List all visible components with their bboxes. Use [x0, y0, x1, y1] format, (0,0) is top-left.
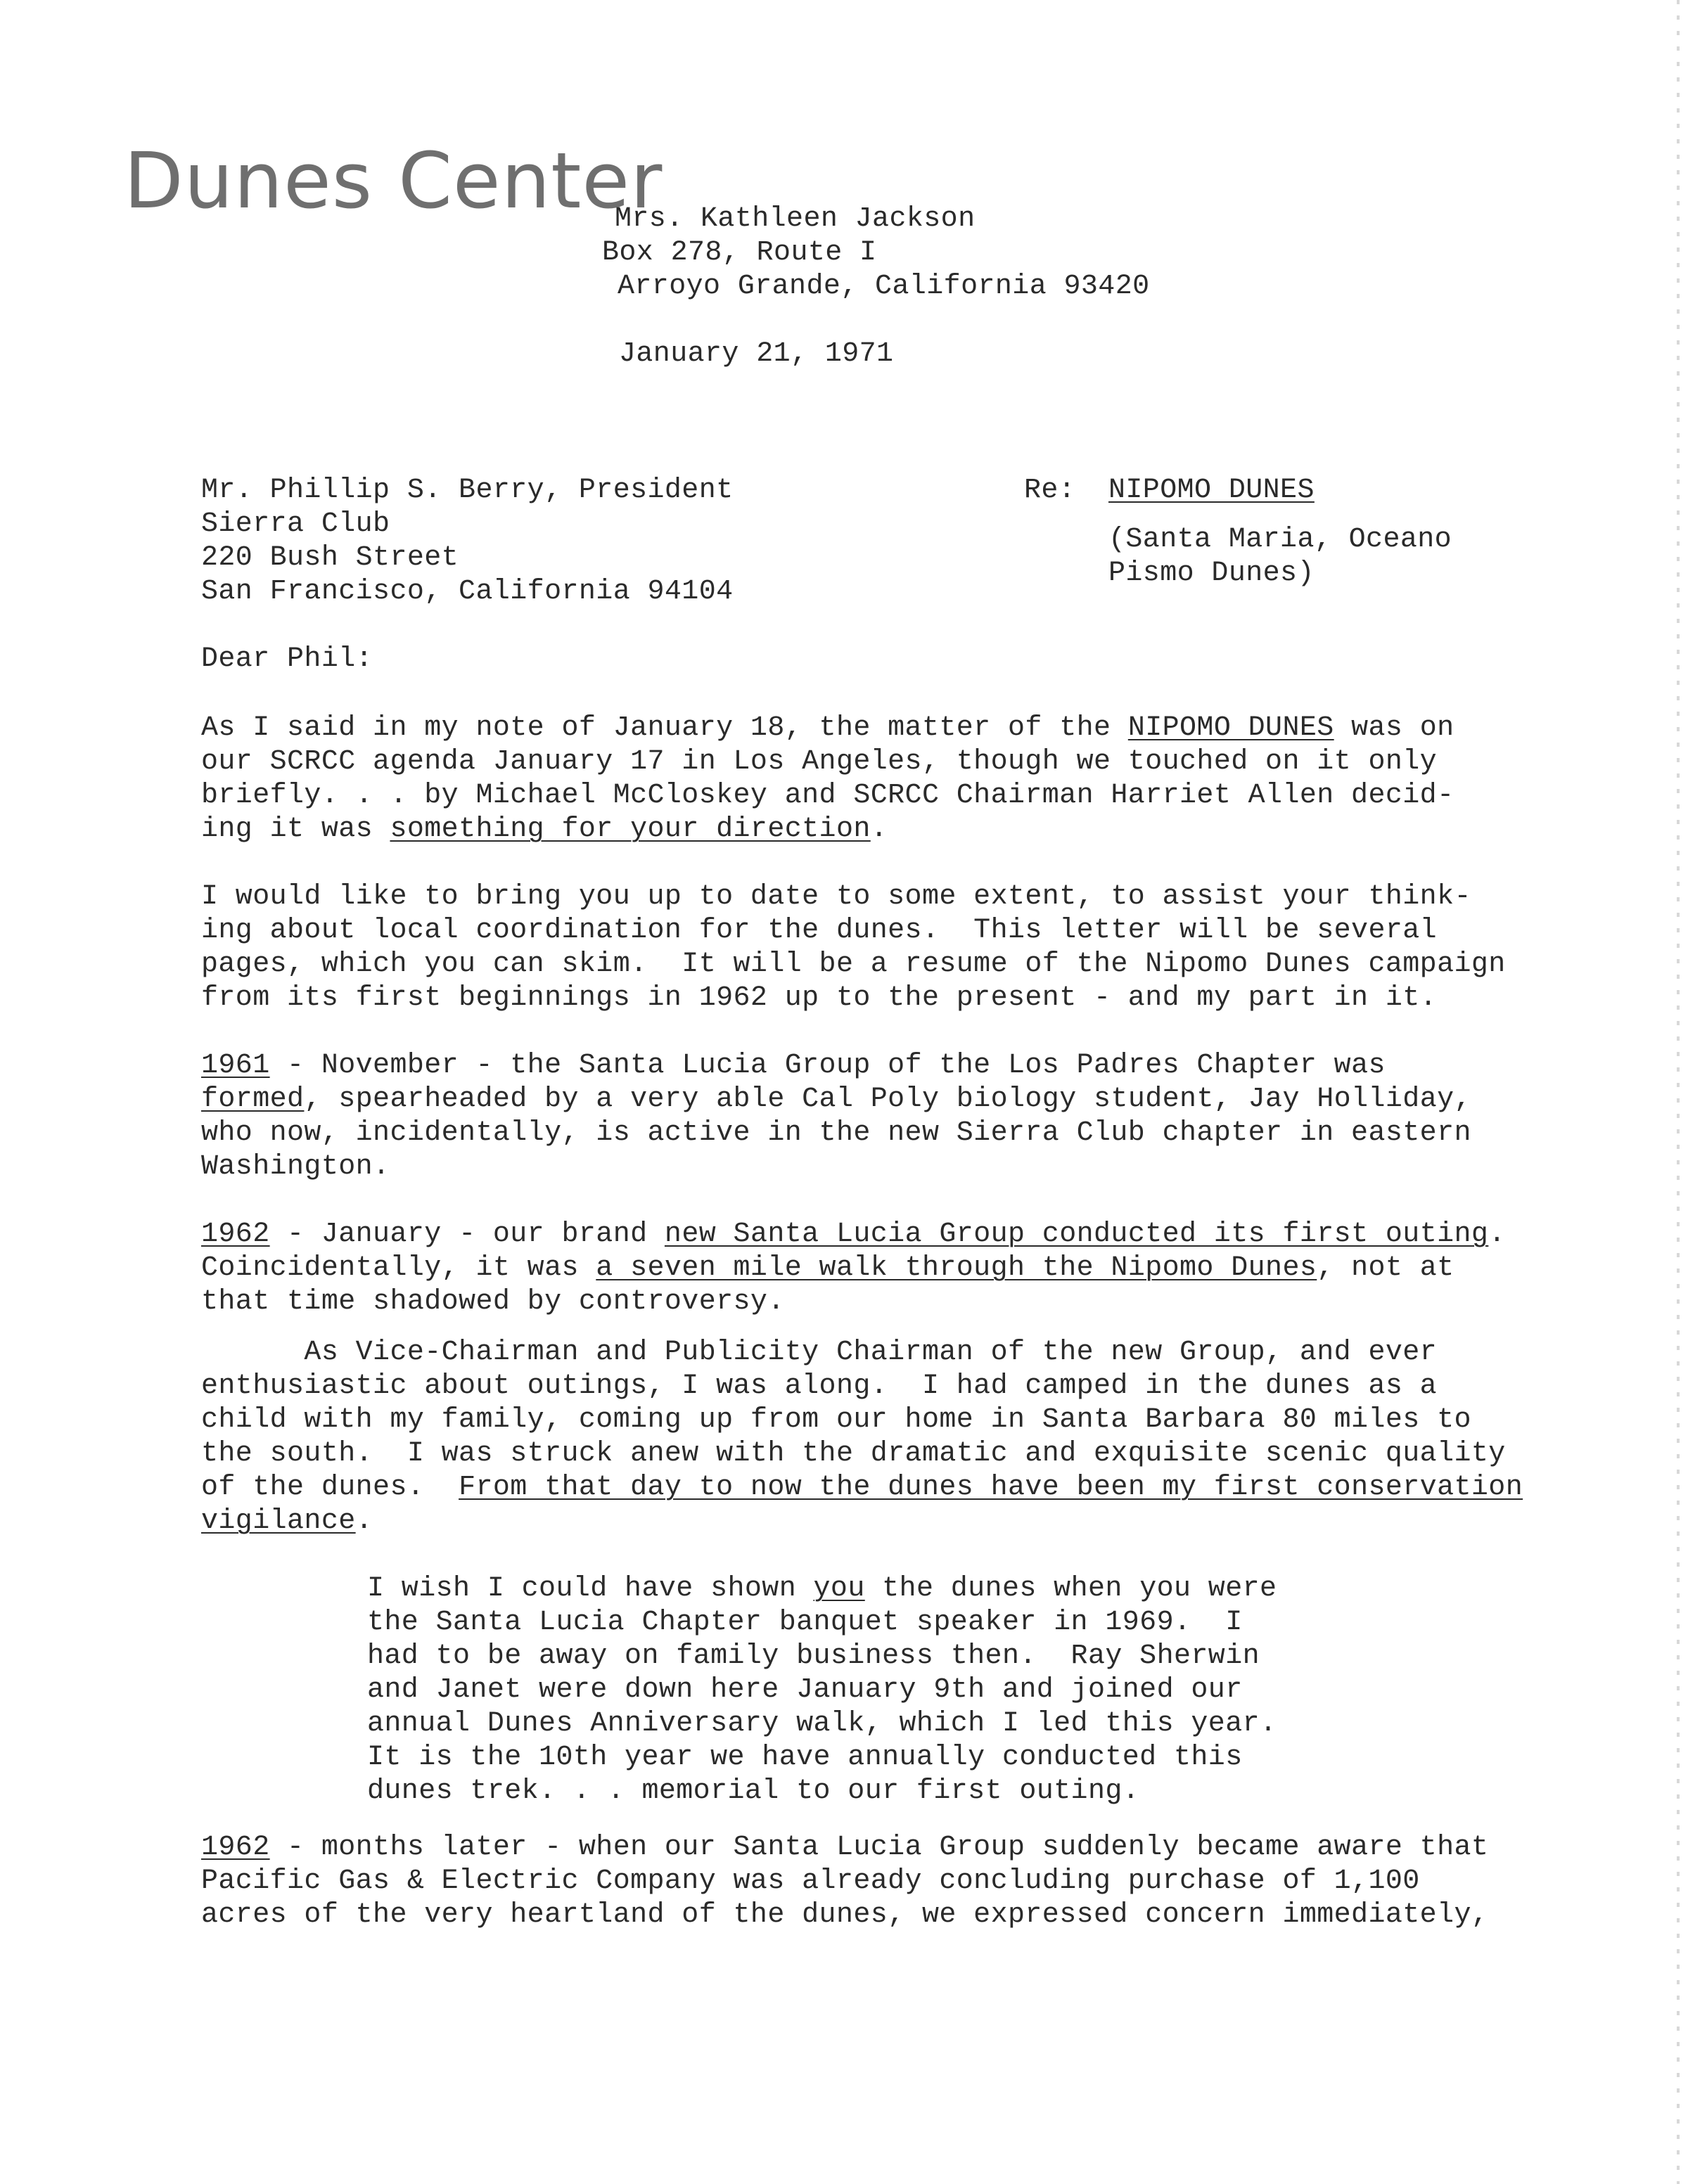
paragraph1-line4	[201, 813, 888, 847]
underlined-phrase: something for your direction	[390, 814, 871, 845]
paragraph3-line2	[201, 1083, 1471, 1117]
paragraph7-line3: acres of the very heartland of the dunes, we expressed concern immediately,	[201, 1899, 1489, 1931]
dunes-center-watermark: Dunes Center	[124, 136, 663, 226]
underlined-formed: formed	[201, 1084, 305, 1115]
recipient-line4: San Francisco, California 94104	[201, 576, 734, 608]
paragraph3-line4: Washington.	[201, 1151, 390, 1183]
year-1961: 1961	[201, 1050, 270, 1081]
paragraph6-line2: the Santa Lucia Chapter banquet speaker in 1969. I	[367, 1607, 1243, 1638]
year-1962: 1962	[201, 1832, 270, 1863]
year-1962: 1962	[201, 1219, 270, 1250]
scan-edge-artifact	[1677, 0, 1680, 2184]
re-subject: NIPOMO DUNES	[1108, 475, 1315, 506]
underlined-nipomo-dunes: NIPOMO DUNES	[1127, 712, 1334, 744]
paragraph4-line1	[201, 1218, 1506, 1252]
paragraph6-line4: and Janet were down here January 9th and joined our	[367, 1674, 1243, 1706]
paragraph6-line7: dunes trek. . . memorial to our first outing.	[367, 1775, 1140, 1807]
text-run: .	[1488, 1219, 1506, 1250]
paragraph5-line6	[201, 1505, 373, 1539]
text-run: .	[355, 1505, 373, 1537]
text-run: , spearheaded by a very able Cal Poly biology student, Jay Holliday,	[304, 1084, 1471, 1115]
underlined-phrase: From that day to now the dunes have been my first conservation	[459, 1472, 1523, 1503]
paragraph6-line5: annual Dunes Anniversary walk, which I led this year.	[367, 1708, 1277, 1740]
underlined-phrase: new Santa Lucia Group conducted its first outing	[664, 1219, 1489, 1250]
paragraph7-line1	[201, 1831, 1488, 1865]
paragraph1-line3: briefly. . . by Michael McCloskey and SCRCC Chairman Harriet Allen decid-	[201, 780, 1454, 811]
re-detail-line1: (Santa Maria, Oceano	[1108, 524, 1452, 555]
paragraph7-line2: Pacific Gas & Electric Company was already concluding purchase of 1,100	[201, 1865, 1420, 1897]
paragraph5-line4: the south. I was struck anew with the dramatic and exquisite scenic quality	[201, 1438, 1506, 1470]
paragraph1-line1	[201, 712, 1454, 745]
underlined-you: you	[813, 1573, 865, 1605]
paragraph5-line3: child with my family, coming up from our home in Santa Barbara 80 miles to	[201, 1404, 1471, 1436]
recipient-line3: 220 Bush Street	[201, 542, 459, 574]
paragraph2-line1: I would like to bring you up to date to some extent, to assist your think-	[201, 881, 1471, 913]
text-run: Coincidentally, it was	[201, 1252, 596, 1284]
paragraph2-line3: pages, which you can skim. It will be a resume of the Nipomo Dunes campaign	[201, 949, 1506, 980]
text-run: .	[870, 814, 888, 845]
recipient-line2: Sierra Club	[201, 508, 390, 540]
sender-address-line2: Arroyo Grande, California 93420	[618, 271, 1150, 302]
letter-date: January 21, 1971	[619, 338, 894, 370]
paragraph5-line2: enthusiastic about outings, I was along. I had camped in the dunes as a	[201, 1370, 1438, 1402]
re-detail-line2: Pismo Dunes)	[1108, 558, 1315, 589]
paragraph6-line1	[367, 1572, 1277, 1606]
text-run: the dunes when you were	[864, 1573, 1277, 1605]
paragraph3-line1	[201, 1049, 1386, 1083]
text-run: - months later - when our Santa Lucia Group suddenly became aware that	[269, 1832, 1489, 1863]
text-run: , not at	[1317, 1252, 1454, 1284]
paragraph2-line4: from its first beginnings in 1962 up to the present - and my part in it.	[201, 982, 1438, 1014]
underlined-vigilance: vigilance	[201, 1505, 356, 1537]
text-run: - November - the Santa Lucia Group of the Los Padres Chapter was	[269, 1050, 1386, 1081]
paragraph1-line2: our SCRCC agenda January 17 in Los Angeles, though we touched on it only	[201, 746, 1438, 778]
paragraph5-line1: As Vice-Chairman and Publicity Chairman of the new Group, and ever	[201, 1337, 1438, 1368]
paragraph4-line3: that time shadowed by controversy.	[201, 1286, 785, 1318]
sender-name: Mrs. Kathleen Jackson	[615, 203, 976, 235]
text-run: As I said in my note of January 18, the matter of the	[201, 712, 1128, 744]
paragraph4-line2	[201, 1252, 1454, 1285]
paragraph6-line6: It is the 10th year we have annually conducted this	[367, 1742, 1243, 1773]
re-label: Re:	[1024, 475, 1076, 506]
paragraph5-line5	[201, 1471, 1523, 1505]
text-run: of the dunes.	[201, 1472, 459, 1503]
underlined-phrase: a seven mile walk through the Nipomo Dunes	[596, 1252, 1317, 1284]
text-run: was on	[1334, 712, 1454, 744]
paragraph6-line3: had to be away on family business then. Ray Sherwin	[367, 1640, 1260, 1672]
recipient-line1: Mr. Phillip S. Berry, President	[201, 475, 734, 506]
paragraph2-line2: ing about local coordination for the dunes. This letter will be several	[201, 915, 1438, 946]
text-run: ing it was	[201, 814, 390, 845]
paragraph3-line3: who now, incidentally, is active in the new Sierra Club chapter in eastern	[201, 1117, 1471, 1149]
salutation: Dear Phil:	[201, 643, 373, 675]
text-run: - January - our brand	[269, 1219, 665, 1250]
text-run: I wish I could have shown	[367, 1573, 814, 1605]
sender-address-line1: Box 278, Route I	[602, 237, 877, 269]
